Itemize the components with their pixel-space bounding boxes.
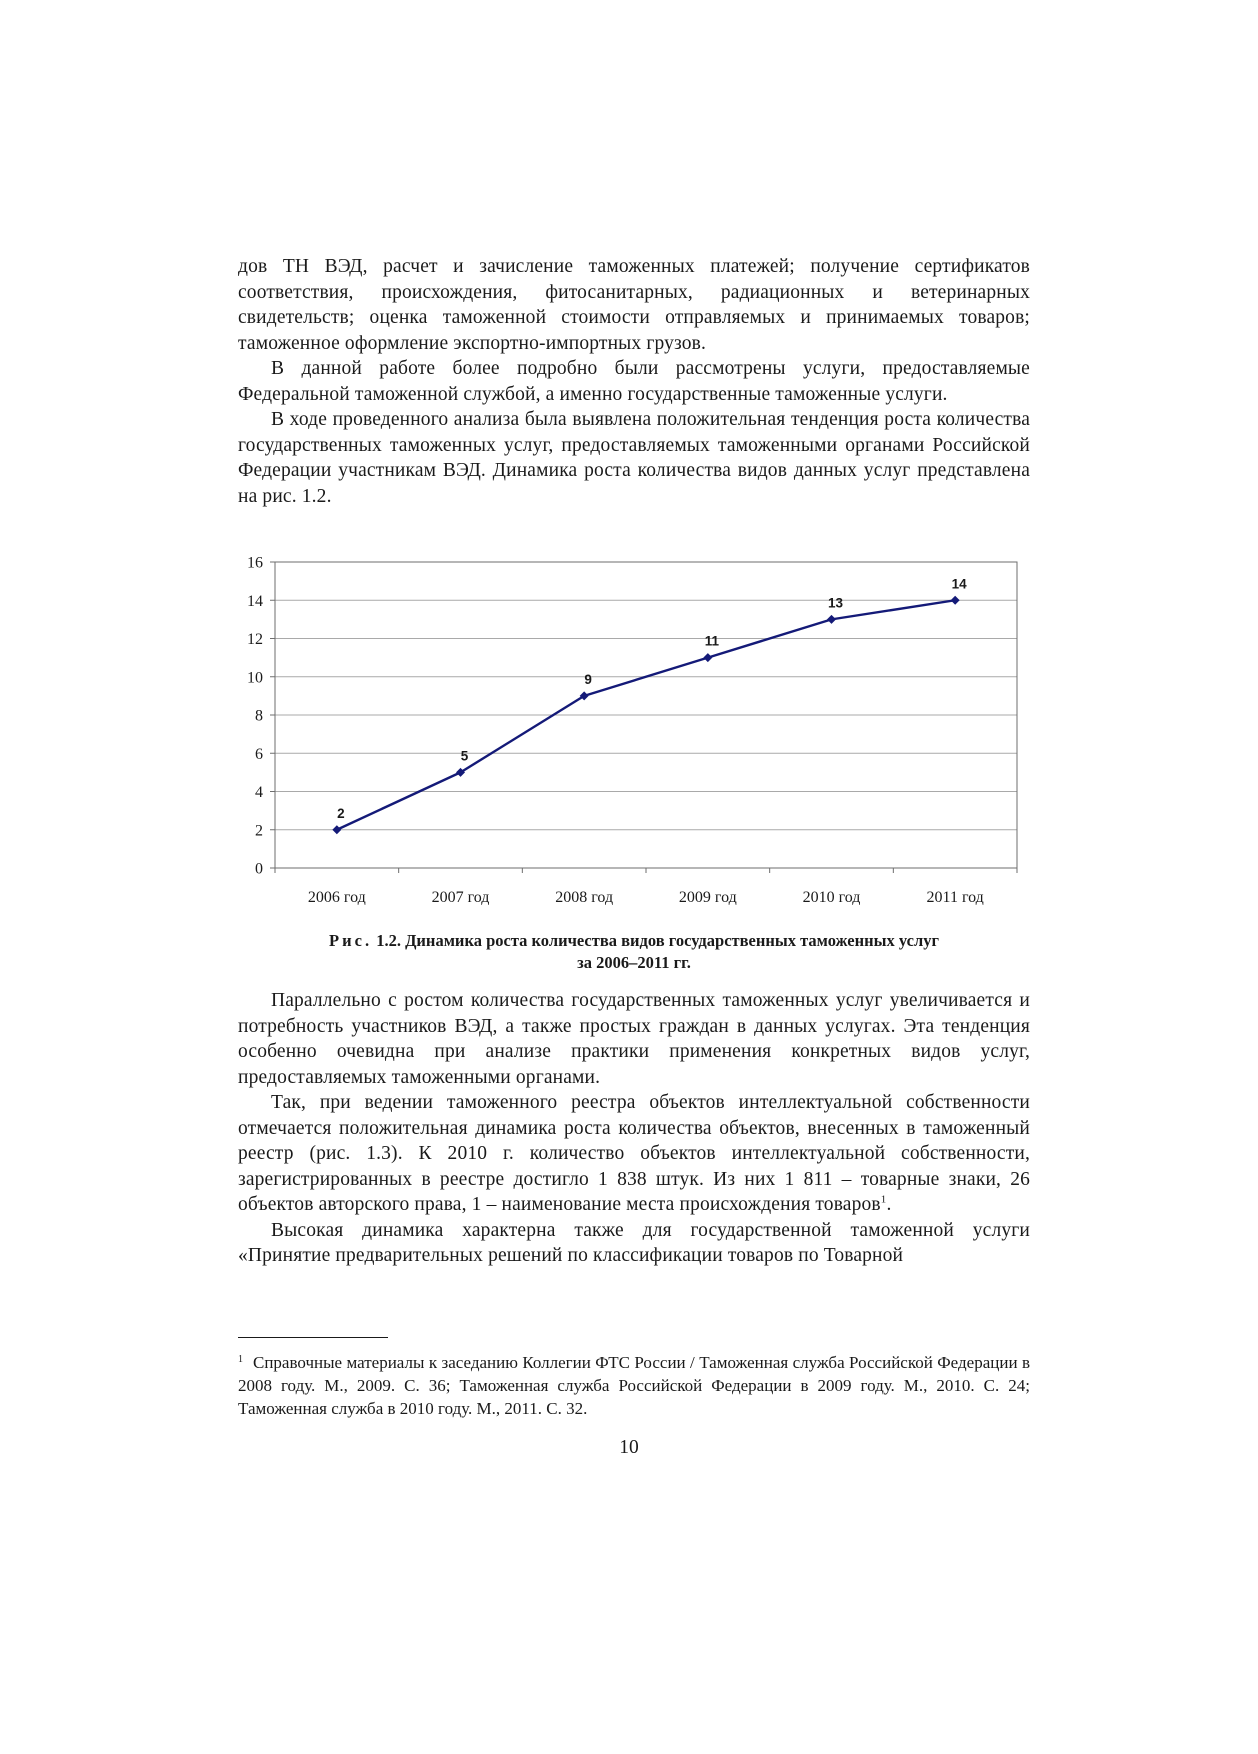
x-tick-label: 2010 год [802,889,861,906]
y-tick-label: 0 [255,860,263,878]
x-tick-label: 2011 год [926,889,984,906]
paragraph-5 [238,1090,1030,1218]
y-tick-label: 8 [255,707,263,725]
figure-1-2-line-chart [238,548,1030,933]
paragraph-5-text: Так, при ведении таможенного реестра объектов интеллектуальной собственности отмечается положительная динамика роста количества объектов, внесенных в таможенный реестр (рис. 1.3). К 2010 г. количество объектов интеллектуальной собственности, зарегистрированных в реестре достигло 1 838 штук. Из них 1 811 – товарные знаки, 26 объектов авторского права, 1 – наименование места происхождения товаров [238,1092,1030,1215]
y-tick-label: 12 [247,631,263,648]
data-label: 13 [827,595,844,611]
x-tick-label: 2009 год [678,889,737,906]
data-point-marker [951,596,960,605]
paragraph-2: В данной работе более подробно были рассмотрены услуги, предоставляемые Федеральной таможенной службой, а именно государственные таможенные услуги. [238,358,1030,405]
figure-caption [238,930,1030,974]
y-tick-label: 10 [247,669,263,687]
y-tick-label: 6 [255,745,263,763]
paragraph-1: дов ТН ВЭД, расчет и зачисление таможенных платежей; получение сертификатов соответствия, происхождения, фитосанитарных, радиационных и ветеринарных свидетельств; оценка таможенной стоимости отправляемых и принимаемых товаров; таможенное оформление экспортно-импортных грузов. [238,256,1030,354]
data-label: 5 [460,748,469,764]
paragraph-3: В ходе проведенного анализа была выявлена положительная тенденция роста количества государственных таможенных услуг, предоставляемых таможенными органами Российской Федерации участникам ВЭД. Динамика роста количества видов данных услуг представлена на рис. 1.2. [238,409,1030,507]
data-point-marker [703,653,712,662]
y-tick-label: 16 [247,554,263,572]
y-tick-label: 14 [247,592,263,610]
data-label: 2 [337,805,345,821]
data-label: 9 [584,671,592,687]
x-tick-label: 2007 год [431,889,490,906]
footnote-text: Справочные материалы к заседанию Коллегии ФТС России / Таможенная служба Российской Федерации в 2008 году. М., 2009. С. 36; Таможенная служба Российской Федерации в 2009 году. М., 2010. С. 24; Таможенная служба в 2010 году. М., 2011. С. 32. [238,1353,1030,1418]
chart-svg [238,548,1030,933]
x-tick-label: 2006 год [307,889,366,906]
caption-prefix: Рис. [329,931,373,950]
paragraph-6: Высокая динамика характерна также для государственной таможенной услуги «Принятие предварительных решений по классификации товаров по Товарной [238,1219,1030,1266]
x-tick-label: 2008 год [555,889,614,906]
caption-text: 1.2. Динамика роста количества видов государственных таможенных услуг [372,931,939,950]
footnote [238,1348,1030,1420]
data-label: 11 [704,633,719,649]
caption-line-2: за 2006–2011 гг. [577,953,691,972]
y-tick-label: 4 [255,784,263,801]
page-number: 10 [619,1437,639,1458]
paragraph-5-end: . [886,1194,892,1215]
body-text-bottom [238,988,1030,1269]
body-text-top [238,254,1030,509]
data-point-marker [827,615,836,624]
footnote-mark: 1 [238,1354,243,1365]
paragraph-4: Параллельно с ростом количества государственных таможенных услуг увеличивается и потребность участников ВЭД, а также простых граждан в данных услугах. Эта тенденция особенно очевидна при анализе практики применения конкретных видов услуг, предоставляемых таможенными органами. [238,990,1030,1088]
data-point-marker [332,825,341,834]
footnote-separator [238,1337,388,1338]
data-label: 14 [951,576,967,592]
footnote-reference: 1 [880,1193,887,1206]
caption-line-1 [238,930,1030,952]
y-tick-label: 2 [255,822,263,840]
